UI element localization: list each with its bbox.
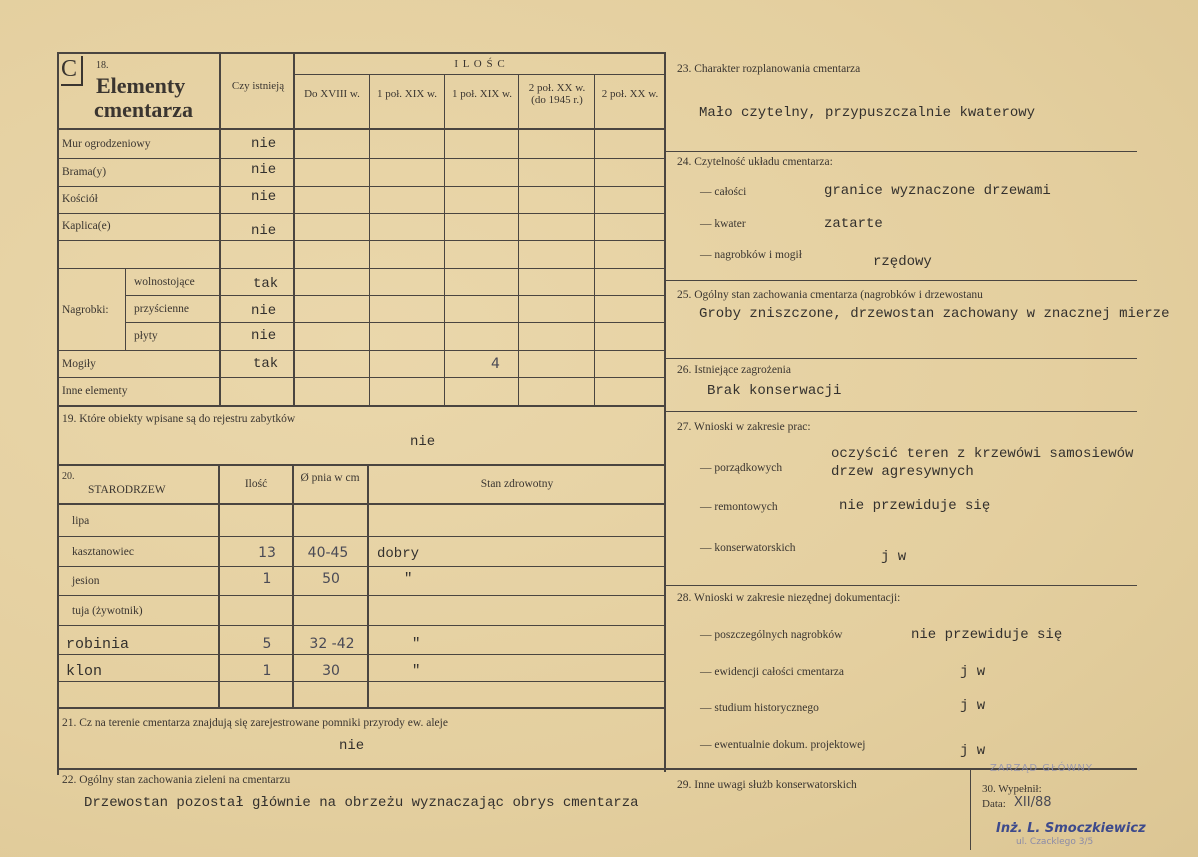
signature: Inż. L. Smoczkiewicz [996,821,1146,836]
item-value: j w [960,664,986,680]
row-label: Mur ogrodzeniowy [62,138,151,150]
section-23-label: 23. Charakter rozplanowania cmentarza [677,63,861,75]
divider [57,625,666,626]
section-21-label: 21. Cz na terenie cmentarza znajdują się zarejestrowane pomniki przyrody ew. aleje [62,717,448,729]
item-label: — kwater [700,218,746,230]
period-header: Do XVIII w. [304,88,360,100]
item-label: — porządkowych [700,462,783,474]
row-value: nie [251,303,277,319]
divider [57,566,666,567]
divider [57,128,666,130]
section-23-value: Mało czytelny, przypuszczalnie kwaterowy [699,105,1036,121]
section-29-label: 29. Inne uwagi służb konserwatorskich [677,779,857,791]
tree-name: kasztanowiec [72,546,134,558]
divider [57,52,666,54]
divider [293,52,295,406]
porzadkowych-value-2: drzew agresywnych [831,464,974,480]
section-26-value: Brak konserwacji [707,383,842,399]
divider [57,595,666,596]
remontowych-value: nie przewiduje się [839,498,991,514]
row-value: tak [253,356,279,372]
divider [219,52,221,406]
tree-condition: " [412,663,421,679]
section-19-label: 19. Które obiekty wpisane są do rejestru zabytków [62,413,296,425]
period-header: 1 poł. XIX w. [376,88,438,100]
period-header: 2 poł. XX w. (do 1945 r.) [528,82,586,107]
period-header: 1 poł. XIX w. [451,88,513,100]
divider [57,407,59,775]
item-label: — konserwatorskich [700,542,796,554]
pnia-col-header: Ø pnia w cm [300,472,360,484]
divider [57,240,666,241]
divider [57,654,666,655]
konserwatorskich-value: j w [881,549,907,565]
row-label: wolnostojące [134,276,195,288]
tree-count: 5 [262,636,272,652]
tree-condition: " [404,571,413,587]
divider [970,770,971,850]
divider [666,280,1137,281]
divider [57,350,666,351]
section-21-value: nie [339,738,365,754]
section-letter: C [61,56,83,86]
divider [57,268,666,269]
tree-condition: " [412,636,421,652]
row-label: Mogiły [62,358,96,370]
section-25-value: Groby zniszczone, drzewostan zachowany w znacznej mierze [699,306,1170,322]
divider [57,681,666,682]
section-number: 18. [96,60,109,71]
czy-istnieja-header: Czy istnieją [231,80,285,92]
divider [57,707,666,709]
divider [57,158,666,159]
divider [57,213,666,214]
divider [295,74,665,75]
row-value: nie [251,136,277,152]
tree-name: robinia [66,636,130,653]
item-label: — remontowych [700,501,778,513]
item-label: — całości [700,186,747,198]
date-value: XII/88 [1014,795,1052,810]
row-label: Brama(y) [62,166,107,178]
divider [666,358,1137,359]
stamp-text: ZARZĄD GŁÓWNY [990,763,1093,774]
tree-diameter: 50 [322,571,340,587]
tree-count: 1 [262,571,272,587]
stan-col-header: Stan zdrowotny [480,478,554,490]
date-label: Data: [982,798,1006,810]
tree-count: 1 [262,663,272,679]
row-label: płyty [134,330,158,342]
item-value: granice wyznaczone drzewami [824,183,1051,199]
item-value: rzędowy [873,254,932,270]
section-24-label: 24. Czytelność układu cmentarza: [677,156,833,168]
tree-count: 13 [258,545,276,561]
tree-diameter: 30 [322,663,340,679]
divider [57,768,1137,770]
tree-condition: dobry [377,546,420,562]
row-value: nie [251,223,277,239]
section-30-label: 30. Wypełnił: [982,783,1042,795]
tree-name: klon [66,663,103,680]
item-value: nie przewiduje się [911,627,1063,643]
divider [666,585,1137,586]
row-value: nie [251,328,277,344]
tree-name: tuja (żywotnik) [72,605,143,617]
divider [125,295,666,296]
section-title: Elementy [96,73,186,98]
divider [125,322,666,323]
divider [125,268,126,350]
item-value: j w [960,743,986,759]
tree-diameter: 32 -42 [309,636,355,652]
section-22-label: 22. Ogólny stan zachowania zieleni na cmentarzu [62,774,291,786]
section-number: 20. [62,471,75,482]
row-label: Kaplica(e) [62,220,111,232]
row-value: nie [251,189,277,205]
item-label: — studium historycznego [700,702,819,714]
divider [57,186,666,187]
stamp-text: ul. Czacklego 3/5 [1016,837,1094,847]
item-label: — ewidencji całości cmentarza [700,666,844,678]
divider [57,464,666,466]
section-22-value: Drzewostan pozostał głównie na obrzeżu wyznaczając obrys cmentarza [84,795,639,811]
divider [666,411,1137,412]
tree-diameter: 40-45 [307,545,349,561]
mogily-count: 4 [491,356,500,372]
row-label: Kościół [62,193,98,205]
item-label: — ewentualnie dokum. projektowej [700,739,866,751]
row-value: tak [253,276,279,292]
section-19-value: nie [410,434,436,450]
item-label: — poszczególnych nagrobków [700,629,843,641]
section-27-label: 27. Wnioski w zakresie prac: [677,421,811,433]
divider [57,405,666,407]
porzadkowych-value: oczyścić teren z krzewówi samosiewów [831,446,1134,462]
tree-name: jesion [72,575,100,587]
row-label: przyścienne [134,303,189,315]
section-28-label: 28. Wnioski w zakresie niezędnej dokumentacji: [677,592,901,604]
section-26-label: 26. Istniejące zagrożenia [677,364,791,376]
row-label: Inne elementy [62,385,128,397]
nagrobki-label: Nagrobki: [62,304,109,316]
row-value: nie [251,162,277,178]
section-25-label: 25. Ogólny stan zachowania cmentarza (nagrobków i drzewostanu [677,289,983,301]
item-label: — nagrobków i mogił [700,249,802,261]
starodrzew-header: STARODRZEW [88,484,166,496]
divider [664,52,666,772]
item-value: zatarte [824,216,883,232]
item-value: j w [960,698,986,714]
tree-name: lipa [72,515,90,527]
period-header: 2 poł. XX w. [601,88,659,100]
divider [57,503,666,505]
divider [57,536,666,537]
section-title: cmentarza [94,97,193,122]
divider [57,377,666,378]
divider [666,151,1137,152]
ilosc-col-header: Ilość [244,478,268,490]
ilosc-header: I L O Ś C [454,58,506,70]
divider [57,52,59,406]
